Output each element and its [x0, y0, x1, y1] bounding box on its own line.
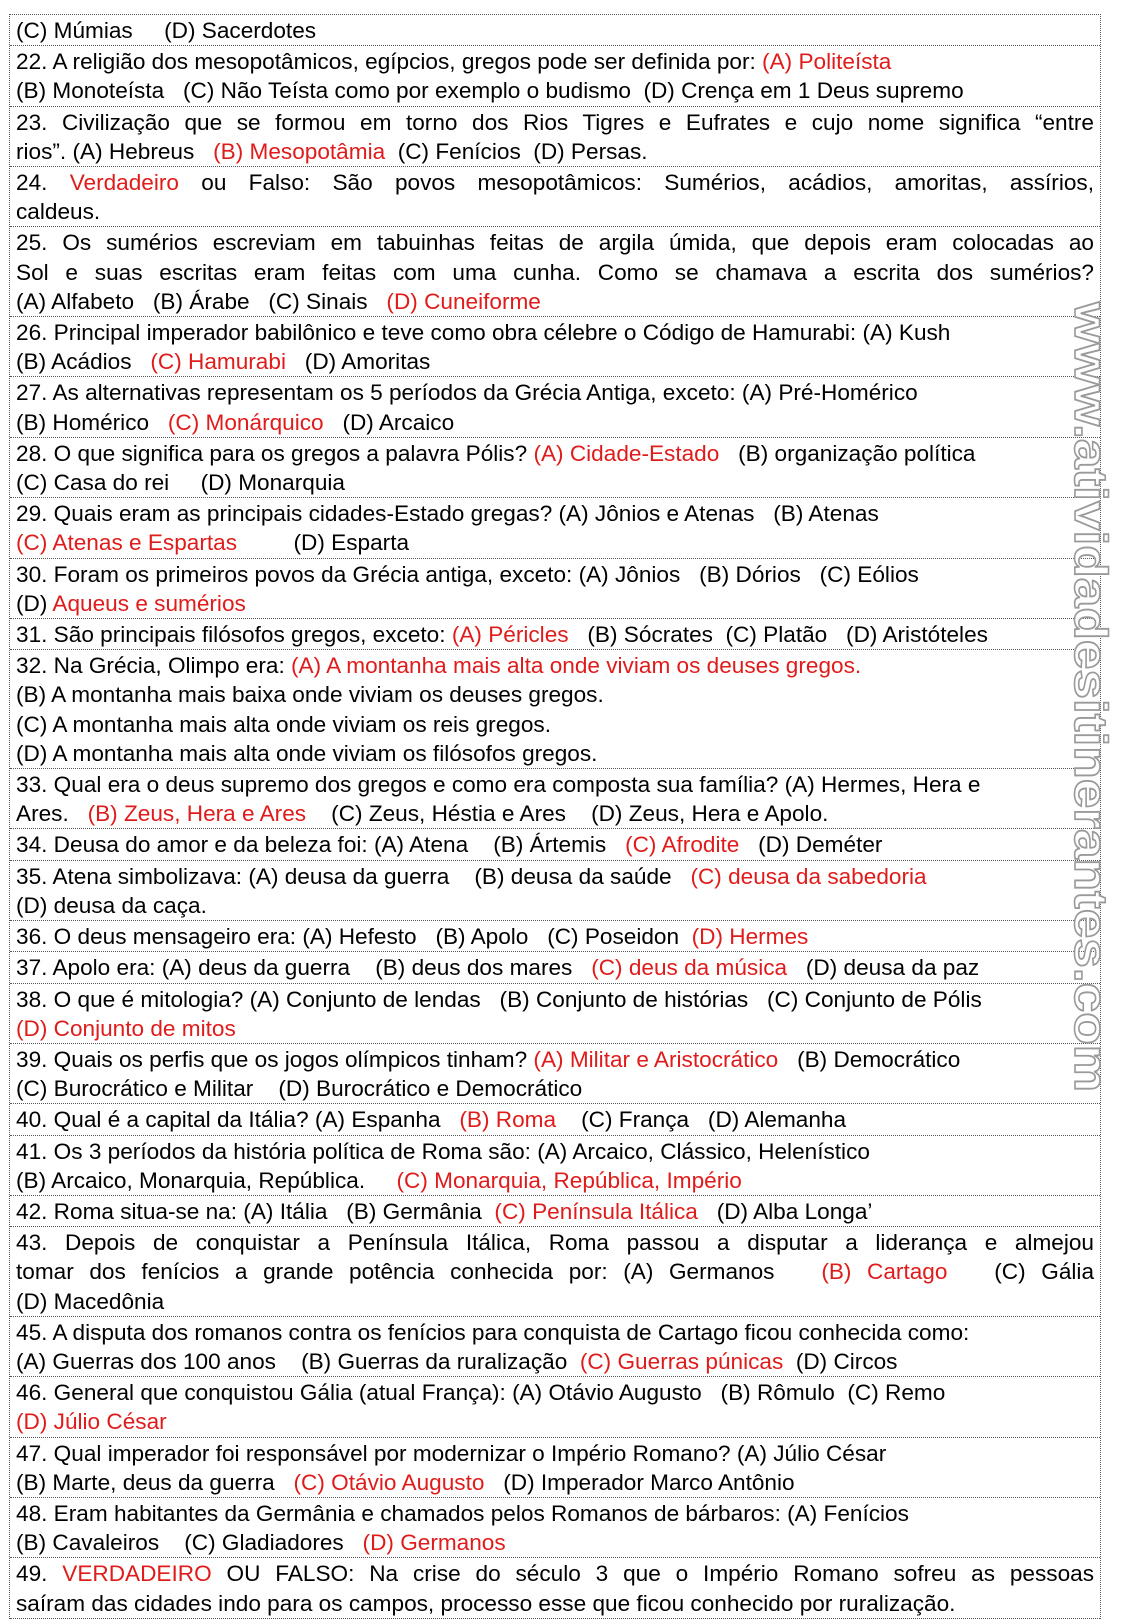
correct-answer: (C) deus da música: [591, 955, 788, 981]
question-row: [10, 107, 1100, 167]
correct-answer: (C) Atenas e Espartas: [16, 530, 238, 556]
question-text: rios”. (A) Hebreus: [16, 138, 214, 164]
correct-answer: VERDADEIRO: [62, 1561, 212, 1587]
question-row: [10, 15, 1100, 46]
question-text: 45. A disputa dos romanos contra os fenícios para conquista de Cartago ficou conhecida como:: [16, 1319, 970, 1345]
correct-answer: Aqueus e sumérios: [52, 590, 246, 616]
correct-answer: (D) Hermes: [691, 924, 809, 950]
correct-answer: (A) Péricles: [451, 622, 569, 648]
question-line: [16, 439, 1094, 468]
question-text: ou Falso: São povos mesopotâmicos: Sumérios, acádios, amoritas, assírios,: [178, 170, 1094, 196]
question-text: 29. Quais eram as principais cidades-Estado gregas? (A) Jônios e Atenas (B) Atenas: [16, 501, 879, 527]
question-text: (B) Marte, deus da guerra: [16, 1469, 294, 1495]
question-line: [16, 862, 1094, 891]
question-line: [16, 1105, 1094, 1134]
correct-answer: (B) Zeus, Hera e Ares: [87, 801, 307, 827]
question-line: [16, 137, 1094, 166]
question-row: [10, 1317, 1100, 1377]
question-text: (B) Cavaleiros (C) Gladiadores: [16, 1530, 363, 1556]
correct-answer: (C) deusa da sabedoria: [690, 863, 927, 889]
question-row: [10, 650, 1100, 769]
question-line: [16, 1589, 1094, 1618]
question-text: 25. Os sumérios escreviam em tabuinhas feitas de argila úmida, que depois eram colocadas ao: [16, 230, 1094, 256]
question-text: 26. Principal imperador babilônico e teve como obra célebre o Código de Hamurabi: (A) Kush: [16, 320, 951, 346]
question-text: 39. Quais os perfis que os jogos olímpicos tinham?: [16, 1046, 534, 1072]
question-line: [16, 922, 1094, 951]
question-text: (C) A montanha mais alta onde viviam os reis gregos.: [16, 711, 551, 737]
question-text: (C) Fenícios (D) Persas.: [385, 138, 648, 164]
question-text: (D) deusa da caça.: [16, 892, 207, 918]
correct-answer: (C) Afrodite: [625, 832, 740, 858]
correct-answer: (B) Roma: [459, 1107, 557, 1133]
question-row: [10, 227, 1100, 317]
question-line: [16, 16, 1094, 45]
question-text: (D) Imperador Marco Antônio: [484, 1469, 795, 1495]
question-text: (D) Circos: [783, 1348, 898, 1374]
question-line: [16, 408, 1094, 437]
correct-answer: (C) Guerras púnicas: [579, 1348, 784, 1374]
question-row: [10, 167, 1100, 227]
question-line: [16, 1378, 1094, 1407]
question-text: (B) Acádios: [16, 349, 151, 375]
question-row: [10, 921, 1100, 952]
question-text: 49.: [16, 1561, 63, 1587]
question-row: [10, 1498, 1100, 1558]
question-row: [10, 1377, 1100, 1437]
question-text: tomar dos fenícios a grande potência conhecida por: (A) Germanos: [16, 1259, 822, 1285]
question-row: [10, 1044, 1100, 1104]
question-row: [10, 559, 1100, 619]
question-text: (C) França (D) Alemanha: [556, 1107, 847, 1133]
question-text: 46. General que conquistou Gália (atual França): (A) Otávio Augusto (B) Rômulo (C) Remo: [16, 1380, 946, 1406]
question-line: [16, 1287, 1094, 1316]
correct-answer: (D) Júlio César: [16, 1409, 167, 1435]
question-row: [10, 1196, 1100, 1227]
question-line: [16, 287, 1094, 316]
question-text: 37. Apolo era: (A) deus da guerra (B) deus dos mares: [16, 955, 592, 981]
question-row: [10, 1438, 1100, 1498]
question-text: (D) Esparta: [237, 530, 410, 556]
question-text: (D) Arcaico: [323, 409, 455, 435]
question-text: 38. O que é mitologia? (A) Conjunto de lendas (B) Conjunto de histórias (C) Conjunto de Pólis: [16, 986, 982, 1012]
correct-answer: (C) Monarquia, República, Império: [396, 1167, 742, 1193]
question-text: 28. O que significa para os gregos a palavra Pólis?: [16, 440, 534, 466]
question-row: [10, 984, 1100, 1044]
question-row: [10, 317, 1100, 377]
question-sheet: [9, 14, 1101, 1619]
question-line: [16, 589, 1094, 618]
question-text: (B) Monoteísta (C) Não Teísta como por exemplo o budismo (D) Crença em 1 Deus supremo: [16, 78, 964, 104]
question-line: [16, 985, 1094, 1014]
correct-answer: (A) Politeísta: [762, 49, 892, 75]
question-line: [16, 1197, 1094, 1226]
correct-answer: Verdadeiro: [69, 170, 179, 196]
question-line: [16, 799, 1094, 828]
question-text: (D) A montanha mais alta onde viviam os filósofos gregos.: [16, 740, 598, 766]
question-line: [16, 228, 1094, 257]
question-line: [16, 680, 1094, 709]
question-line: [16, 710, 1094, 739]
question-line: [16, 1347, 1094, 1376]
question-text: (C) Burocrático e Militar (D) Burocrático e Democrático: [16, 1076, 583, 1102]
question-line: [16, 830, 1094, 859]
question-text: 40. Qual é a capital da Itália? (A) Espanha: [16, 1107, 460, 1133]
question-text: (C) Gália: [947, 1259, 1095, 1285]
question-row: [10, 619, 1100, 650]
question-line: [16, 1468, 1094, 1497]
question-text: (D) Alba Longa’: [697, 1198, 873, 1224]
correct-answer: (C) Hamurabi: [150, 349, 286, 375]
question-line: [16, 47, 1094, 76]
correct-answer: (C) Monárquico: [167, 409, 324, 435]
question-line: [16, 1014, 1094, 1043]
question-text: 34. Deusa do amor e da beleza foi: (A) Atena (B) Ártemis: [16, 832, 626, 858]
correct-answer: (D) Cuneiforme: [386, 288, 541, 314]
question-text: 33. Qual era o deus supremo dos gregos e como era composta sua família? (A) Hermes, Hera e: [16, 772, 981, 798]
question-line: [16, 1318, 1094, 1347]
question-text: (A) Alfabeto (B) Árabe (C) Sinais: [16, 288, 387, 314]
question-text: (D) Deméter: [739, 832, 883, 858]
question-row: [10, 377, 1100, 437]
question-text: saíram das cidades indo para os campos, processo esse que ficou conhecido por ruralização.: [16, 1590, 956, 1616]
question-line: [16, 1559, 1094, 1588]
question-line: [16, 1074, 1094, 1103]
question-line: [16, 258, 1094, 287]
question-text: caldeus.: [16, 199, 101, 225]
question-text: (B) organização política: [719, 440, 976, 466]
question-text: 22. A religião dos mesopotâmicos, egípcios, gregos pode ser definida por:: [16, 49, 763, 75]
question-line: [16, 739, 1094, 768]
question-row: [10, 952, 1100, 983]
question-row: [10, 829, 1100, 860]
correct-answer: (A) Cidade-Estado: [533, 440, 720, 466]
question-text: 47. Qual imperador foi responsável por modernizar o Império Romano? (A) Júlio César: [16, 1440, 887, 1466]
question-line: [16, 347, 1094, 376]
question-text: 48. Eram habitantes da Germânia e chamados pelos Romanos de bárbaros: (A) Fenícios: [16, 1500, 909, 1526]
question-text: 24.: [16, 170, 70, 196]
question-line: [16, 1045, 1094, 1074]
question-line: [16, 651, 1094, 680]
question-text: (D) deusa da paz: [787, 955, 980, 981]
question-line: [16, 528, 1094, 557]
question-row: [10, 769, 1100, 829]
question-text: 42. Roma situa-se na: (A) Itália (B) Germânia: [16, 1198, 495, 1224]
question-text: 30. Foram os primeiros povos da Grécia antiga, exceto: (A) Jônios (B) Dórios (C) Eólios: [16, 561, 919, 587]
question-row: [10, 1227, 1100, 1317]
question-text: (C) Múmias (D) Sacerdotes: [16, 18, 317, 43]
question-line: [16, 468, 1094, 497]
question-line: [16, 499, 1094, 528]
correct-answer: (B) Mesopotâmia: [213, 138, 386, 164]
question-row: [10, 498, 1100, 558]
question-text: (C) Zeus, Héstia e Ares (D) Zeus, Hera e Apolo.: [306, 801, 829, 827]
question-text: (D) Amoritas: [285, 349, 431, 375]
question-line: [16, 1407, 1094, 1436]
question-text: 23. Civilização que se formou em torno dos Rios Tigres e Eufrates e cujo nome significa “entre: [16, 109, 1094, 135]
correct-answer: (B) Cartago: [821, 1259, 948, 1285]
question-row: [10, 1136, 1100, 1196]
question-line: [16, 1166, 1094, 1195]
watermark-text: www.atividadesitinerantes.com: [1065, 302, 1117, 986]
question-line: [16, 891, 1094, 920]
question-line: [16, 76, 1094, 105]
question-line: [16, 318, 1094, 347]
question-line: [16, 1499, 1094, 1528]
question-text: 36. O deus mensageiro era: (A) Hefesto (B) Apolo (C) Poseidon: [16, 924, 692, 950]
question-text: 31. São principais filósofos gregos, exceto:: [16, 622, 452, 648]
question-text: (B) Homérico: [16, 409, 168, 435]
question-text: 27. As alternativas representam os 5 períodos da Grécia Antiga, exceto: (A) Pré-Homérico: [16, 380, 918, 406]
question-row: [10, 1558, 1100, 1618]
question-text: 43. Depois de conquistar a Península Itálica, Roma passou a disputar a liderança e almejou: [16, 1230, 1094, 1256]
question-line: [16, 378, 1094, 407]
correct-answer: (C) Península Itálica: [494, 1198, 698, 1224]
question-text: 41. Os 3 períodos da história política de Roma são: (A) Arcaico, Clássico, Helenístico: [16, 1138, 870, 1164]
question-text: (B) Arcaico, Monarquia, República.: [16, 1167, 397, 1193]
correct-answer: (D) Conjunto de mitos: [16, 1015, 236, 1041]
question-text: OU FALSO: Na crise do século 3 que o Império Romano sofreu as pessoas: [211, 1561, 1094, 1587]
question-line: [16, 1137, 1094, 1166]
question-line: [16, 1228, 1094, 1257]
question-text: 35. Atena simbolizava: (A) deusa da guerra (B) deusa da saúde: [16, 863, 691, 889]
question-line: [16, 1439, 1094, 1468]
question-line: [16, 770, 1094, 799]
question-text: (C) Casa do rei (D) Monarquia: [16, 470, 345, 496]
question-text: (D): [16, 590, 53, 616]
correct-answer: (D) Germanos: [362, 1530, 506, 1556]
question-line: [16, 197, 1094, 226]
question-text: Sol e suas escritas eram feitas com uma cunha. Como se chamava a escrita dos sumérios?: [16, 259, 1094, 285]
question-text: (A) Guerras dos 100 anos (B) Guerras da ruralização: [16, 1348, 580, 1374]
question-text: (B) Democrático: [778, 1046, 961, 1072]
question-row: [10, 861, 1100, 921]
question-line: [16, 953, 1094, 982]
question-line: [16, 620, 1094, 649]
question-line: [16, 108, 1094, 137]
question-text: Ares.: [16, 801, 88, 827]
question-line: [16, 168, 1094, 197]
question-line: [16, 1257, 1094, 1286]
question-text: (D) Macedônia: [16, 1288, 165, 1314]
question-row: [10, 438, 1100, 498]
question-text: 32. Na Grécia, Olimpo era:: [16, 653, 291, 679]
question-row: [10, 46, 1100, 106]
correct-answer: (A) Militar e Aristocrático: [533, 1046, 779, 1072]
question-line: [16, 560, 1094, 589]
correct-answer: (A) A montanha mais alta onde viviam os deuses gregos.: [291, 653, 862, 679]
correct-answer: (C) Otávio Augusto: [293, 1469, 485, 1495]
question-row: [10, 1104, 1100, 1135]
question-line: [16, 1528, 1094, 1557]
question-text: (B) Sócrates (C) Platão (D) Aristóteles: [568, 622, 988, 648]
question-text: (B) A montanha mais baixa onde viviam os deuses gregos.: [16, 682, 604, 708]
